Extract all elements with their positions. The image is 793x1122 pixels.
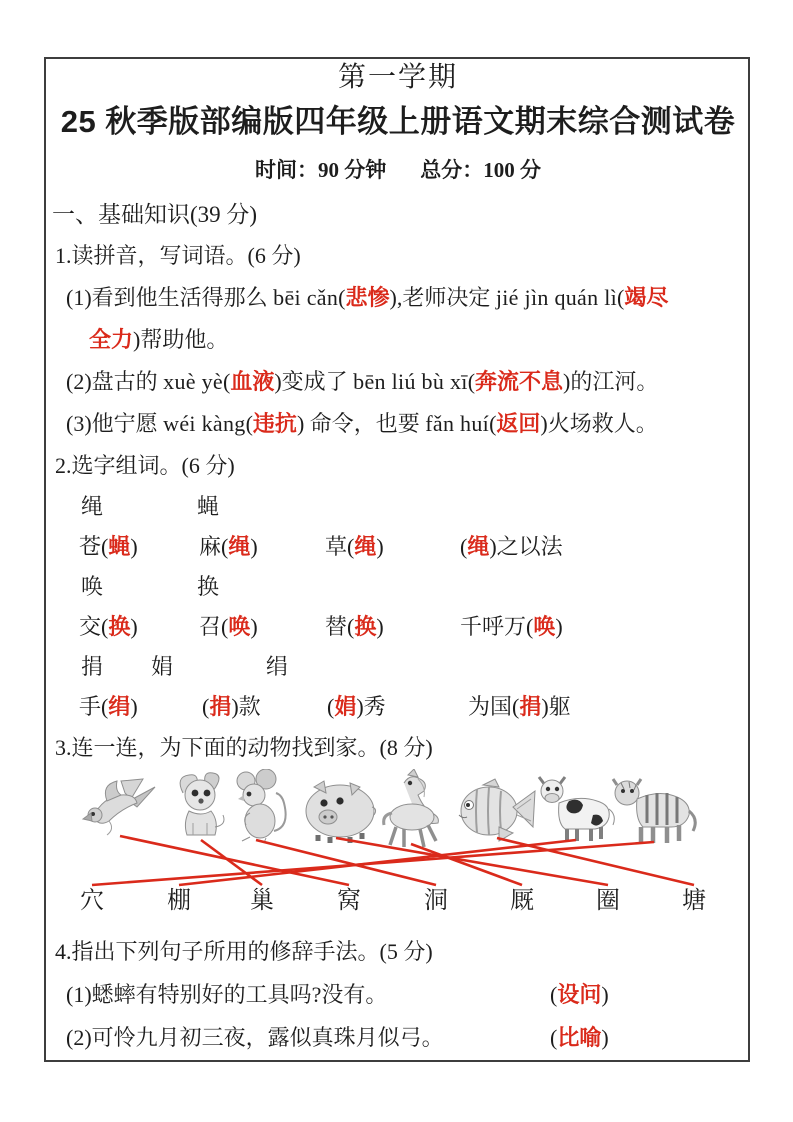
page-title: 25 秋季版部编版四年级上册语文期末综合测试卷 (60, 104, 736, 139)
animal-cow-image (535, 775, 617, 845)
time-limit: 时间：90 分钟 (255, 158, 387, 182)
home-label-wo: 窝 (337, 888, 361, 914)
exam-meta (52, 155, 744, 185)
q2-body (52, 487, 744, 727)
text-line: 交(换) 召(唤) 替(换) 千呼万(唤) (79, 614, 563, 639)
q1-title: 1.读拼音，写词语。(6 分) (55, 243, 301, 268)
matching-figure (52, 769, 744, 931)
text-line: 捐 娟 绢 (81, 654, 289, 679)
home-label-dong: 洞 (424, 888, 448, 914)
total-score: 总分：100 分 (420, 158, 541, 182)
exam-sheet (44, 57, 750, 1062)
animal-mouse-image (224, 769, 288, 845)
home-label-quan: 圈 (596, 888, 620, 914)
section-heading: 一、基础知识(39 分) (52, 202, 258, 227)
q4-title: 4.指出下列句子所用的修辞手法。(5 分) (55, 939, 433, 964)
animal-bird-image (81, 777, 159, 841)
animal-fish-image (455, 777, 539, 843)
text-line: (1)看到他生活得那么 bēi cǎn(悲惨),老师决定 jié jìn quán lì(竭尽 (66, 285, 669, 310)
text-line: 苍(蝇) 麻(绳) 草(绳) (绳)之以法 (79, 534, 563, 559)
animal-horse-image (374, 769, 448, 849)
home-label-chao: 巢 (250, 888, 274, 914)
animal-pig-image (294, 779, 378, 843)
animal-tiger-image (611, 775, 697, 847)
home-label-peng: 棚 (167, 888, 191, 914)
home-label-tang: 塘 (682, 888, 706, 914)
home-label-xue: 穴 (80, 888, 104, 914)
q4-body (52, 973, 744, 1059)
text-line: 手(绢) (捐)款 (娟)秀 为国(捐)躯 (79, 694, 571, 719)
q2-title: 2.选字组词。(6 分) (55, 453, 235, 478)
text-line: 唤 换 (81, 574, 220, 599)
text-line: 全力)帮助他。 (89, 327, 229, 352)
home-label-jiu: 厩 (510, 888, 534, 914)
q1-body (52, 277, 744, 445)
text-line: (3)他宁愿 wéi kàng(违抗) 命令，也要 fǎn huí(返回)火场救人。 (66, 411, 658, 436)
semester-title: 第一学期 (337, 62, 458, 93)
text-line: (2)可怜九月初三夜，露似真珠月似弓。 (比喻) (66, 1025, 609, 1050)
text-line: 绳 蝇 (81, 494, 220, 519)
text-line: (2)盘古的 xuè yè(血液)变成了 bēn liú bù xī(奔流不息)的江河。 (66, 369, 659, 394)
text-line: (1)蟋蟀有特别好的工具吗?没有。 (设问) (66, 982, 609, 1007)
q3-title: 3.连一连，为下面的动物找到家。(8 分) (55, 735, 433, 760)
